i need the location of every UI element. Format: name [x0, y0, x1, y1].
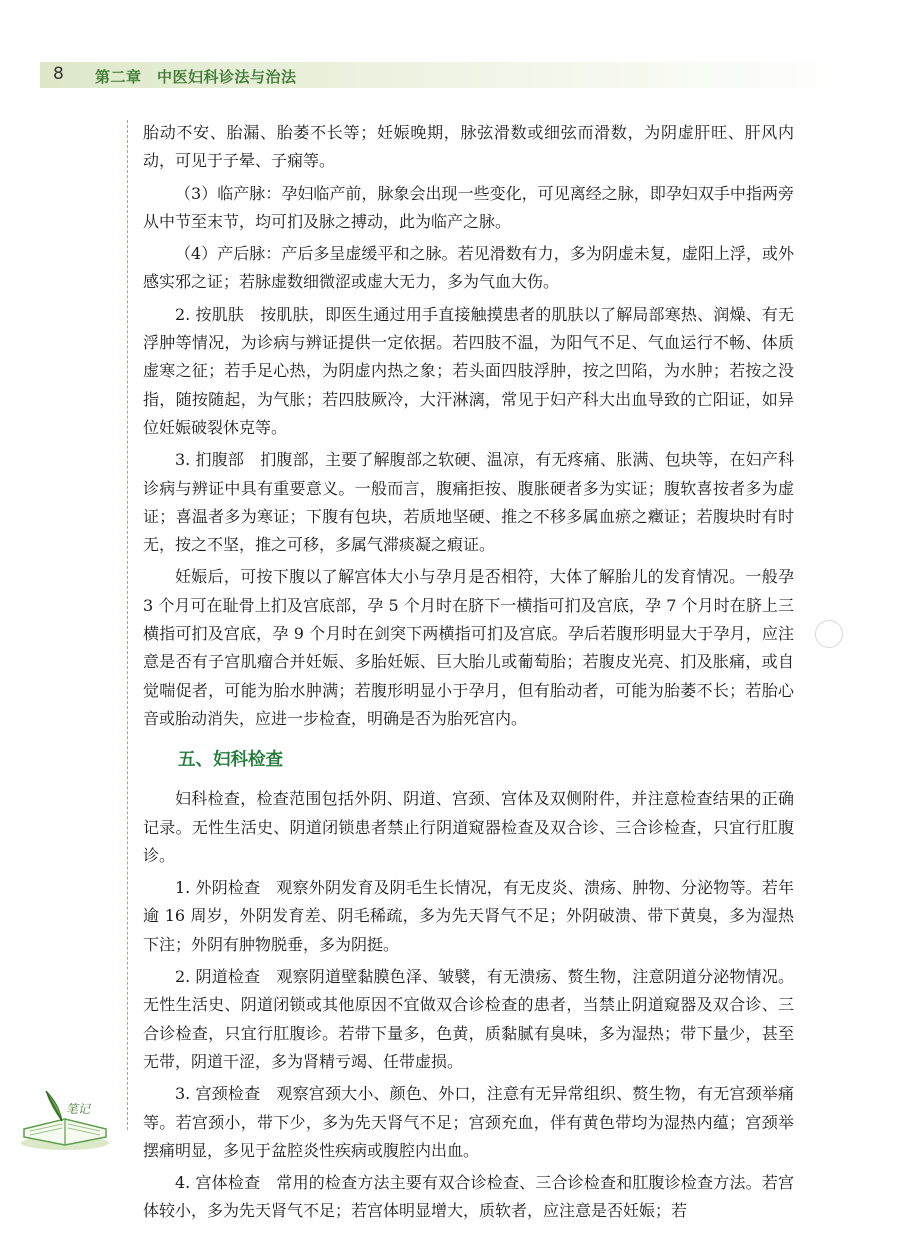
chapter-title: 第二章 中医妇科诊法与治法	[95, 68, 297, 86]
body-text	[143, 119, 794, 1230]
notes-label: 笔记	[66, 1102, 91, 1116]
paragraph: 妊娠后，可按下腹以了解宫体大小与孕月是否相符，大体了解胎儿的发育情况。一般孕 3 个月可在耻骨上扪及宫底部，孕 5 个月时在脐下一横指可扪及宫底，孕 7 个月时在脐上三横指可扪及宫底，孕 9 个月时在剑突下两横指可扪及宫底。孕后若腹形明显大于孕月，应注意是否有子宫肌瘤合并妊娠、多胎妊娠、巨大胎儿或葡萄胎；若腹皮光亮、扪及胀痛，或自觉喘促者，可能为胎水肿满；若腹形明显小于孕月，但有胎动者，可能为胎萎不长；若胎心音或胎动消失，应进一步检查，明确是否为胎死宫内。	[143, 567, 794, 728]
paragraph: 2. 按肌肤 按肌肤，即医生通过用手直接触摸患者的肌肤以了解局部寒热、润燥、有无浮肿等情况，为诊病与辨证提供一定依据。若四肢不温，为阳气不足、气血运行不畅、体质虚寒之征；若手足心热，为阴虚内热之象；若头面四肢浮肿，按之凹陷，为水肿；若按之没指，随按随起，为气胀；若四肢厥冷，大汗淋漓，常见于妇产科大出血导致的亡阳证，如异位妊娠破裂休克等。	[143, 304, 794, 437]
page-number: 8	[53, 64, 64, 84]
paragraph: （3）临产脉：孕妇临产前，脉象会出现一些变化，可见离经之脉，即孕妇双手中指两旁从中节至末节，均可扪及脉之搏动，此为临产之脉。	[143, 183, 794, 231]
paragraph: 3. 扪腹部 扪腹部，主要了解腹部之软硬、温凉，有无疼痛、胀满、包块等，在妇产科诊病与辨证中具有重要意义。一般而言，腹痛拒按、腹胀硬者多为实证；腹软喜按者多为虚证；喜温者多为寒证；下腹有包块，若质地坚硬、推之不移多属血瘀之癥证；若腹块时有时无，按之不坚，推之可移，多属气滞痰凝之瘕证。	[143, 450, 794, 555]
paragraph: 2. 阴道检查 观察阴道壁黏膜色泽、皱襞，有无溃疡、赘生物，注意阴道分泌物情况。无性生活史、阴道闭锁或其他原因不宜做双合诊检查的患者，当禁止阴道窥器及双合诊、三合诊检查，只宜行肛腹诊。若带下量多，色黄，质黏腻有臭味，多为湿热；带下量少，甚至无带，阴道干涩，多为肾精亏竭、任带虚损。	[143, 967, 794, 1071]
margin-stamp-icon	[815, 620, 843, 648]
paragraph: 胎动不安、胎漏、胎萎不长等；妊娠晚期，脉弦滑数或细弦而滑数，为阴虚肝旺、肝风内动，可见于子晕、子痫等。	[143, 123, 794, 171]
paragraph: 3. 宫颈检查 观察宫颈大小、颜色、外口，注意有无异常组织、赘生物，有无宫颈举痛等。若宫颈小，带下少，多为先天肾气不足；宫颈充血，伴有黄色带均为湿热内蕴；宫颈举摆痛明显，多见于盆腔炎性疾病或腹腔内出血。	[143, 1084, 794, 1160]
paragraph: （4）产后脉：产后多呈虚缓平和之脉。若见滑数有力，多为阴虚未复，虚阳上浮，或外感实邪之证；若脉虚数细微涩或虚大无力，多为气血大伤。	[143, 244, 794, 292]
notes-book-icon	[10, 1085, 120, 1159]
paragraph: 4. 宫体检查 常用的检查方法主要有双合诊检查、三合诊检查和肛腹诊检查方法。若宫体较小，多为先天肾气不足；若宫体明显增大，质软者，应注意是否妊娠；若	[143, 1173, 794, 1221]
section-heading: 五、妇科检查	[178, 750, 283, 771]
paragraph: 妇科检查，检查范围包括外阴、阴道、宫颈、宫体及双侧附件，并注意检查结果的正确记录。无性生活史、阴道闭锁患者禁止行阴道窥器检查及双合诊、三合诊检查，只宜行肛腹诊。	[143, 789, 794, 865]
paragraph: 1. 外阴检查 观察外阴发育及阴毛生长情况，有无皮炎、溃疡、肿物、分泌物等。若年逾 16 周岁，外阴发育差、阴毛稀疏，多为先天肾气不足；外阴破溃、带下黄臭，多为湿热下注；外阴有肿物脱垂，多为阴挺。	[143, 878, 794, 954]
margin-dashed-line	[127, 120, 128, 1130]
